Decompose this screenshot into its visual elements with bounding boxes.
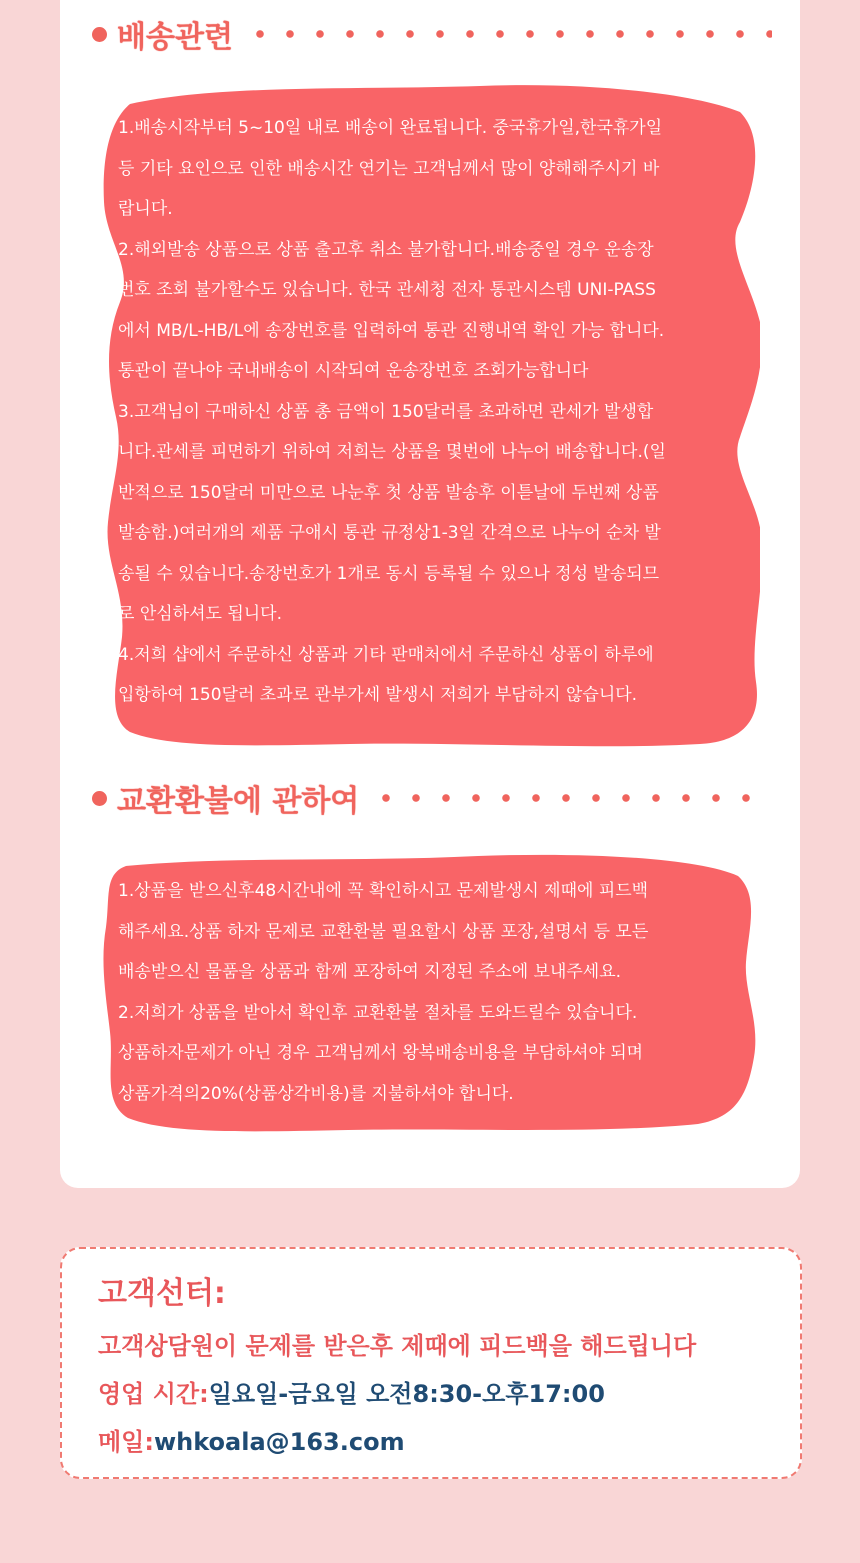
text-line: 발송함.)여러개의 제품 구애시 통관 규정상1-3일 간격으로 나누어 순차 발 xyxy=(118,523,661,543)
text-line: 랍니다. xyxy=(118,199,173,219)
contact-title: 고객선터: xyxy=(98,1276,226,1311)
text-line: 통관이 끝나야 국내배송이 시작되여 운송장번호 조회가능합니다 xyxy=(118,361,589,381)
dotted-divider xyxy=(367,792,772,804)
email-value[interactable]: whkoala@163.com xyxy=(153,1428,405,1456)
text-line: 에서 MB/L-HB/L에 송장번호를 입력하여 통관 진행내역 확인 가능 합니다. xyxy=(118,320,665,341)
text-line: 1.상품을 받으신후48시간내에 꼭 확인하시고 문제발생시 제때에 피드백 xyxy=(118,881,649,901)
text-line: 해주세요.상품 하자 문제로 교환환불 필요할시 상품 포장,설명서 등 모든 xyxy=(118,921,649,942)
text-line: 반적으로 150달러 미만으로 나눈후 첫 상품 발송후 이튿날에 두번째 상품 xyxy=(118,482,659,503)
text-line: 3.고객님이 구매하신 상품 총 금액이 150달러를 초과하면 관세가 발생합 xyxy=(118,401,654,422)
section-title-label: 배송관련 xyxy=(117,20,233,54)
contact-email xyxy=(98,1422,405,1457)
text-line: 4.저희 샵에서 주문하신 상품과 기타 판매처에서 주문하신 상품이 하루에 xyxy=(118,644,654,665)
dotted-divider xyxy=(241,28,772,40)
bullet-icon xyxy=(92,791,107,806)
text-line: 번호 조회 불가할수도 있습니다. 한국 관세청 전자 통관시스템 UNI-PASS xyxy=(118,280,656,300)
text-line: 로 안심하셔도 됩니다. xyxy=(118,604,283,624)
shipping-text xyxy=(118,108,666,716)
text-line: 2.저희가 상품을 받아서 확인후 교환환불 절차를 도와드릴수 있습니다. xyxy=(118,1002,638,1023)
contact-feedback: 고객상담원이 문제를 받은후 제때에 피드백을 해드립니다 xyxy=(98,1332,697,1360)
exchange-text xyxy=(118,871,648,1114)
text-line: 입항하여 150달러 초과로 관부가세 발생시 저희가 부담하지 않습니다. xyxy=(118,685,638,705)
text-line: 상품가격의20%(상품상각비용)를 지불하셔야 합니다. xyxy=(118,1083,514,1104)
text-line: 배송받으신 물품을 상품과 함께 포장하여 지정된 주소에 보내주세요. xyxy=(118,962,622,982)
text-line: 니다.관세를 피면하기 위하여 저희는 상품을 몇번에 나누어 배송합니다.(일 xyxy=(118,442,666,462)
text-line: 2.해외발송 상품으로 상품 출고후 취소 불가합니다.배송중일 경우 운송장 xyxy=(118,239,654,260)
hours-label: 영업 시간: xyxy=(98,1380,209,1408)
business-hours xyxy=(98,1374,605,1409)
text-line: 등 기타 요인으로 인한 배송시간 연기는 고객님께서 많이 양해해주시기 바 xyxy=(118,158,660,179)
bullet-icon xyxy=(92,27,107,42)
text-line: 1.배송시작부터 5~10일 내로 배송이 완료됩니다. 중국휴가일,한국휴가일 xyxy=(118,118,663,138)
hours-value: 일요일-금요일 오전8:30-오후17:00 xyxy=(208,1380,605,1408)
email-label: 메일: xyxy=(98,1428,154,1456)
text-line: 송될 수 있습니다.송장번호가 1개로 동시 등록될 수 있으나 정성 발송되므 xyxy=(118,563,660,584)
section-title-shipping xyxy=(92,14,772,54)
section-title-label: 교환환불에 관하여 xyxy=(117,784,360,818)
text-line: 상품하자문제가 아닌 경우 고객님께서 왕복배송비용을 부담하셔야 되며 xyxy=(118,1043,644,1063)
section-title-exchange xyxy=(92,778,772,818)
